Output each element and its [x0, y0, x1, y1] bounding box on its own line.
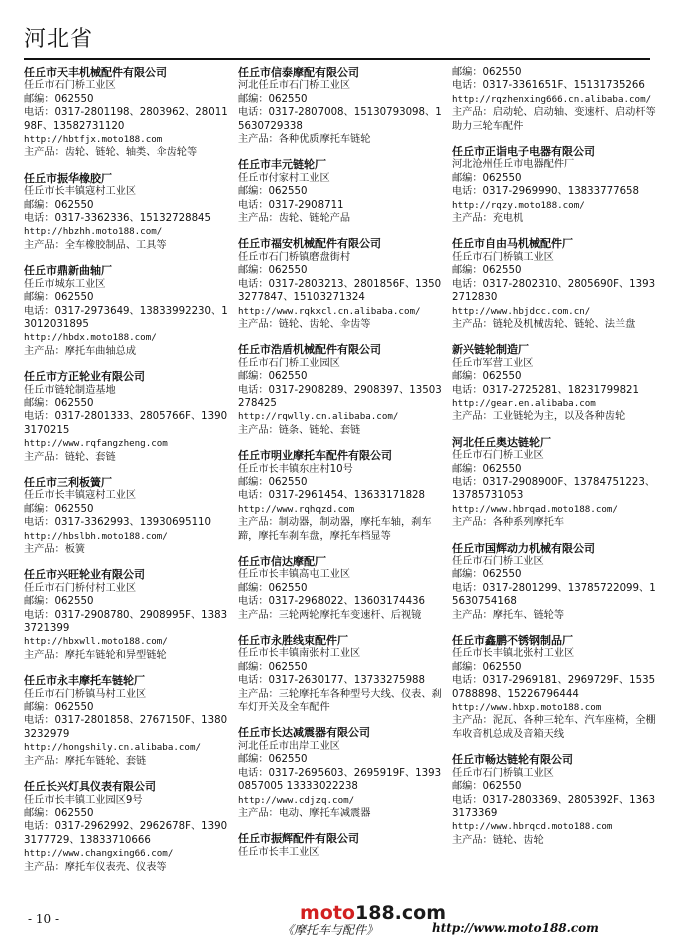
company-entry	[238, 158, 443, 225]
company-detail-line: 任丘市长丰镇工业园区9号	[24, 794, 143, 806]
company-entry	[24, 370, 229, 464]
company-entry	[238, 237, 443, 331]
directory-columns	[24, 66, 654, 902]
company-entry	[452, 753, 657, 847]
company-website-link[interactable]: http://hbdx.moto188.com/	[24, 332, 157, 344]
footer-website-link[interactable]: http://www.moto188.com	[432, 921, 599, 935]
company-detail-line: 任丘市石门桥工业区	[452, 450, 544, 462]
company-detail-line: 主产品：摩托车仪表壳、仪表等	[24, 861, 167, 873]
company-detail-line: 主产品：启动轮、启动轴、变速杆、启动杆等助力三轮车配件	[452, 107, 656, 132]
company-detail-line: 电话：0317-2908900F、13784751223、13785731053	[452, 476, 656, 502]
company-detail-line: 电话：0317-2801333、2805766F、13903170215	[24, 411, 228, 436]
company-detail-line: 邮编：062550	[452, 661, 522, 673]
company-website-link[interactable]: http://rqzy.moto188.com/	[452, 199, 585, 211]
company-name: 任丘市兴旺轮业有限公司	[24, 568, 145, 582]
company-detail-line: 电话：0317-2908289、2908397、13503278425	[238, 384, 442, 409]
company-detail-line: 邮编：062550	[238, 371, 308, 383]
company-detail-line: 任丘市石门桥镇马村工业区	[24, 688, 147, 700]
company-name: 任丘市信达摩配厂	[238, 555, 326, 568]
company-detail-line: 电话：0317-2908711	[238, 199, 344, 211]
company-website-link[interactable]: http://www.hbrqcd.moto188.com	[452, 821, 613, 833]
company-website-link[interactable]: http://rqzhenxing666.cn.alibaba.com/	[452, 93, 652, 105]
company-detail-line: 主产品：摩托车链轮、套链	[24, 755, 147, 767]
page-footer	[0, 902, 674, 935]
company-entry	[24, 264, 229, 358]
brand-logo-part-moto: moto	[300, 902, 355, 924]
company-detail-line: 电话：0317-3362993、13930695110	[24, 517, 212, 529]
company-detail-line: 任丘市军营工业区	[452, 357, 534, 369]
company-detail-line: 主产品：齿轮、链轮、轴类、伞齿轮等	[24, 147, 198, 159]
company-entry	[452, 343, 657, 423]
company-entry	[24, 172, 229, 252]
company-detail-line: 邮编：062550	[24, 702, 94, 714]
magazine-title: 《摩托车与配件》	[282, 923, 379, 937]
company-detail-line: 电话：0317-2969181、2969729F、15350788898、15226796444	[452, 675, 656, 700]
page-number: - 10 -	[28, 912, 60, 926]
company-detail-line: 主产品：链条、链轮、套链	[238, 424, 361, 436]
company-detail-line: 任丘市石门桥工业区	[452, 556, 544, 567]
company-detail-line: 主产品：电动、摩托车减震器	[238, 807, 371, 819]
company-detail-line: 任丘市石门桥付村工业区	[24, 582, 137, 594]
company-detail-line: 邮编：062550	[238, 93, 308, 105]
company-detail-line: 任丘市石门桥镇工业区	[452, 251, 554, 263]
company-name: 河北任丘奥达链轮厂	[452, 435, 551, 449]
company-detail-line: 主产品：摩托车链轮和异型链轮	[24, 649, 167, 661]
column-1	[24, 66, 229, 886]
company-detail-line: 电话：0317-2803213、2801856F、13503277847、15103271324	[238, 278, 442, 304]
company-detail-line: 主产品：摩托车曲轴总成	[24, 345, 137, 357]
company-name: 新兴链轮制造厂	[452, 343, 529, 357]
company-name: 任丘市国辉动力机械有限公司	[452, 541, 595, 555]
company-detail-line: 邮编：062550	[452, 67, 522, 78]
company-website-link[interactable]: http://www.hbrqad.moto188.com/	[452, 503, 618, 515]
company-detail-line: 主产品：充电机	[452, 213, 524, 225]
company-website-link[interactable]: http://hbxwll.moto188.com/	[24, 636, 168, 648]
company-detail-line: 电话：0317-2630177、13733275988	[238, 675, 426, 687]
company-entry	[238, 449, 443, 543]
company-detail-line: 任丘市长丰镇寇村工业区	[24, 186, 137, 198]
company-detail-line: 邮编：062550	[24, 292, 94, 304]
company-name: 任丘市永丰摩托车链轮厂	[24, 674, 145, 688]
company-detail-line: 邮编：062550	[452, 371, 522, 383]
company-detail-line: 任丘市长丰镇南张村工业区	[238, 648, 361, 660]
company-detail-line: 主产品：三轮两轮摩托车变速杆、后视镜	[238, 609, 422, 621]
company-detail-line: 电话：0317-2695603、2695919F、13930857005 13333022238	[238, 767, 442, 793]
company-detail-line: 主产品：齿轮、链轮产品	[238, 213, 351, 225]
company-detail-line: 邮编：062550	[24, 596, 94, 608]
company-detail-line: 电话：0317-2802310、2805690F、13932712830	[452, 278, 656, 304]
company-detail-line: 电话：0317-2969990、13833777658	[452, 186, 640, 198]
company-detail-line: 任丘市石门桥镇磨盘街村	[238, 251, 351, 263]
company-detail-line: 任丘市石门桥工业区	[24, 80, 116, 92]
company-name: 任丘市长达减震器有限公司	[238, 726, 370, 740]
company-detail-line: 河北沧州任丘市电器配件厂	[452, 159, 575, 171]
company-detail-line: 邮编：062550	[238, 186, 308, 198]
company-detail-line: 邮编：062550	[24, 93, 94, 105]
company-website-link[interactable]: http://hbtfjx.moto188.com	[24, 134, 163, 146]
company-detail-line: 电话：0317-3362336、15132728845	[24, 213, 212, 225]
company-detail-line: 任丘市链轮制造基地	[24, 384, 116, 396]
company-detail-line: 邮编：062550	[452, 569, 522, 581]
company-detail-line: 主产品：链轮、齿轮	[452, 834, 544, 846]
company-detail-line: 电话：0317-2908780、2908995F、13833721399	[24, 609, 228, 635]
company-detail-line: 电话：0317-2968022、13603174436	[238, 596, 426, 608]
company-entry	[24, 674, 229, 768]
company-website-link[interactable]: http://hongshily.cn.alibaba.com/	[24, 742, 202, 754]
company-detail-line: 任丘市城东工业区	[24, 278, 106, 290]
company-detail-line: 电话：0317-3361651F、15131735266	[452, 80, 645, 92]
company-website-link[interactable]: http://www.rqhqzd.com	[238, 503, 355, 515]
company-detail-line: 河北任丘市石门桥工业区	[238, 80, 351, 92]
company-name: 任丘市方正轮业有限公司	[24, 370, 145, 384]
company-name: 任丘市永胜线束配件厂	[238, 634, 348, 648]
company-detail-line: 电话：0317-2801858、2767150F、13803232979	[24, 715, 228, 740]
company-detail-line: 邮编：062550	[238, 265, 308, 277]
company-detail-line: 河北任丘市出岸工业区	[238, 740, 340, 752]
company-name: 任丘市鼎新曲轴厂	[24, 264, 112, 278]
company-detail-line: 任丘市长丰镇寇村工业区	[24, 490, 137, 502]
brand-logo-part-188: 188	[355, 902, 395, 924]
province-title: 河北省	[24, 27, 94, 52]
company-name: 任丘市鑫鹏不锈钢制品厂	[452, 634, 573, 648]
company-detail-line: 主产品：链轮、套链	[24, 451, 116, 463]
company-name: 任丘市福安机械配件有限公司	[238, 237, 381, 251]
page-header	[24, 26, 650, 54]
company-entry	[238, 634, 443, 714]
company-detail-line: 邮编：062550	[452, 463, 522, 475]
company-detail-line: 电话：0317-2801198、2803962、2801198F、13582731120	[24, 107, 228, 132]
company-website-link[interactable]: http://gear.en.alibaba.com	[452, 397, 596, 409]
company-detail-line: 电话：0317-2801299、13785722099、15630754168	[452, 582, 656, 608]
company-detail-line: 主产品：链轮、齿轮、伞齿等	[238, 318, 371, 330]
company-website-link[interactable]: http://www.cdjzq.com/	[238, 794, 355, 806]
header-divider	[24, 58, 650, 60]
column-2	[238, 66, 443, 871]
company-name: 任丘市振辉配件有限公司	[238, 832, 359, 846]
company-entry-continued	[452, 66, 657, 133]
company-name: 任丘市明业摩托车配件有限公司	[238, 449, 392, 463]
company-entry	[238, 343, 443, 437]
company-detail-line: 任丘市长丰镇高屯工业区	[238, 569, 351, 581]
company-entry	[24, 568, 229, 662]
company-detail-line: 邮编：062550	[238, 476, 308, 488]
company-detail-line: 主产品：工业链轮为主，以及各种齿轮	[452, 411, 626, 423]
company-detail-line: 电话：0317-2725281、18231799821	[452, 384, 640, 396]
company-detail-line: 邮编：062550	[24, 503, 94, 515]
company-entry	[24, 476, 229, 556]
company-detail-line: 主产品：链轮及机械齿轮、链轮、法兰盘	[452, 318, 636, 330]
company-detail-line: 邮编：062550	[24, 397, 94, 409]
company-detail-line: 任丘市付家村工业区	[238, 172, 330, 184]
company-website-link[interactable]: http://www.rqkxcl.cn.alibaba.com/	[238, 305, 421, 317]
company-detail-line: 电话：0317-2973649、13833992230、13012031895	[24, 305, 228, 330]
company-website-link[interactable]: http://www.hbxp.moto188.com	[452, 702, 602, 714]
company-name: 任丘市畅达链轮有限公司	[452, 753, 573, 767]
company-entry	[24, 780, 229, 874]
company-name: 任丘市天丰机械配件有限公司	[24, 66, 167, 79]
company-detail-line: 任丘市石门桥镇工业区	[452, 767, 554, 779]
company-detail-line: 任丘市石门桥工业园区	[238, 357, 340, 369]
company-detail-line: 主产品：板簧	[24, 544, 86, 555]
company-entry	[238, 555, 443, 622]
company-entry	[452, 542, 657, 622]
company-detail-line: 邮编：062550	[24, 807, 94, 819]
company-detail-line: 主产品：全车橡胶制品、工具等	[24, 239, 167, 251]
company-detail-line: 主产品：摩托车、链轮等	[452, 609, 565, 621]
company-entry	[452, 145, 657, 225]
company-website-link[interactable]: http://hbzhh.moto188.com/	[24, 226, 163, 238]
company-detail-line: 主产品：各种优质摩托车链轮	[238, 134, 371, 146]
company-entry	[238, 66, 443, 146]
company-entry	[238, 726, 443, 820]
brand-logo-part-com: .com	[394, 902, 447, 924]
company-detail-line: 电话：0317-2807008、15130793098、15630729338	[238, 107, 442, 132]
company-name: 任丘市正诣电子电器有限公司	[452, 145, 595, 159]
company-name: 任丘市三利板簧厂	[24, 475, 112, 489]
company-detail-line: 邮编：062550	[238, 661, 308, 673]
company-entry	[452, 634, 657, 741]
company-detail-line: 任丘市长丰工业区	[238, 846, 320, 858]
company-entry	[24, 66, 229, 160]
company-detail-line: 主产品：三轮摩托车各种型号大线、仪表、刹车灯开关及全车配件	[238, 688, 442, 714]
company-name: 任丘市自由马机械配件厂	[452, 237, 573, 251]
company-name: 任丘市信泰摩配有限公司	[238, 66, 359, 79]
company-website-link[interactable]: http://rqwlly.cn.alibaba.com/	[238, 411, 399, 423]
company-detail-line: 电话：0317-2961454、13633171828	[238, 490, 426, 502]
company-detail-line: 主产品：制动器，制动器，摩托车轴，刹车蹄，摩托车刹车盘，摩托车档显等	[238, 517, 432, 542]
company-name: 任丘长兴灯具仪表有限公司	[24, 780, 156, 794]
company-name: 任丘市浩盾机械配件有限公司	[238, 343, 381, 357]
company-website-link[interactable]: http://www.rqfangzheng.com	[24, 438, 168, 450]
company-detail-line: 主产品：各种系列摩托车	[452, 517, 565, 529]
company-detail-line: 电话：0317-2803369、2805392F、13633173369	[452, 794, 656, 819]
company-detail-line: 电话：0317-2962992、2962678F、13903177729、13833710666	[24, 821, 228, 846]
company-detail-line: 邮编：062550	[238, 754, 308, 766]
company-detail-line: 任丘市长丰镇北张村工业区	[452, 648, 575, 660]
company-entry	[452, 237, 657, 331]
company-name: 任丘市振华橡胶厂	[24, 171, 112, 185]
company-detail-line: 任丘市长丰镇东庄村10号	[238, 463, 353, 475]
column-3	[452, 66, 657, 859]
company-entry	[238, 832, 443, 859]
company-website-link[interactable]: http://www.hbjdcc.com.cn/	[452, 305, 591, 317]
company-detail-line: 邮编：062550	[452, 781, 522, 793]
company-detail-line: 邮编：062550	[452, 172, 522, 184]
company-entry	[452, 436, 657, 530]
company-detail-line: 邮编：062550	[238, 582, 308, 594]
company-detail-line: 主产品：泥瓦、各种三轮车、汽车座椅，全棚车收音机总成及音箱天线	[452, 715, 656, 740]
company-detail-line: 邮编：062550	[452, 265, 522, 277]
company-name: 任丘市丰元链轮厂	[238, 158, 326, 172]
company-detail-line: 邮编：062550	[24, 199, 94, 211]
company-website-link[interactable]: http://www.changxing66.com/	[24, 848, 174, 860]
company-website-link[interactable]: http://hbslbh.moto188.com/	[24, 530, 168, 542]
